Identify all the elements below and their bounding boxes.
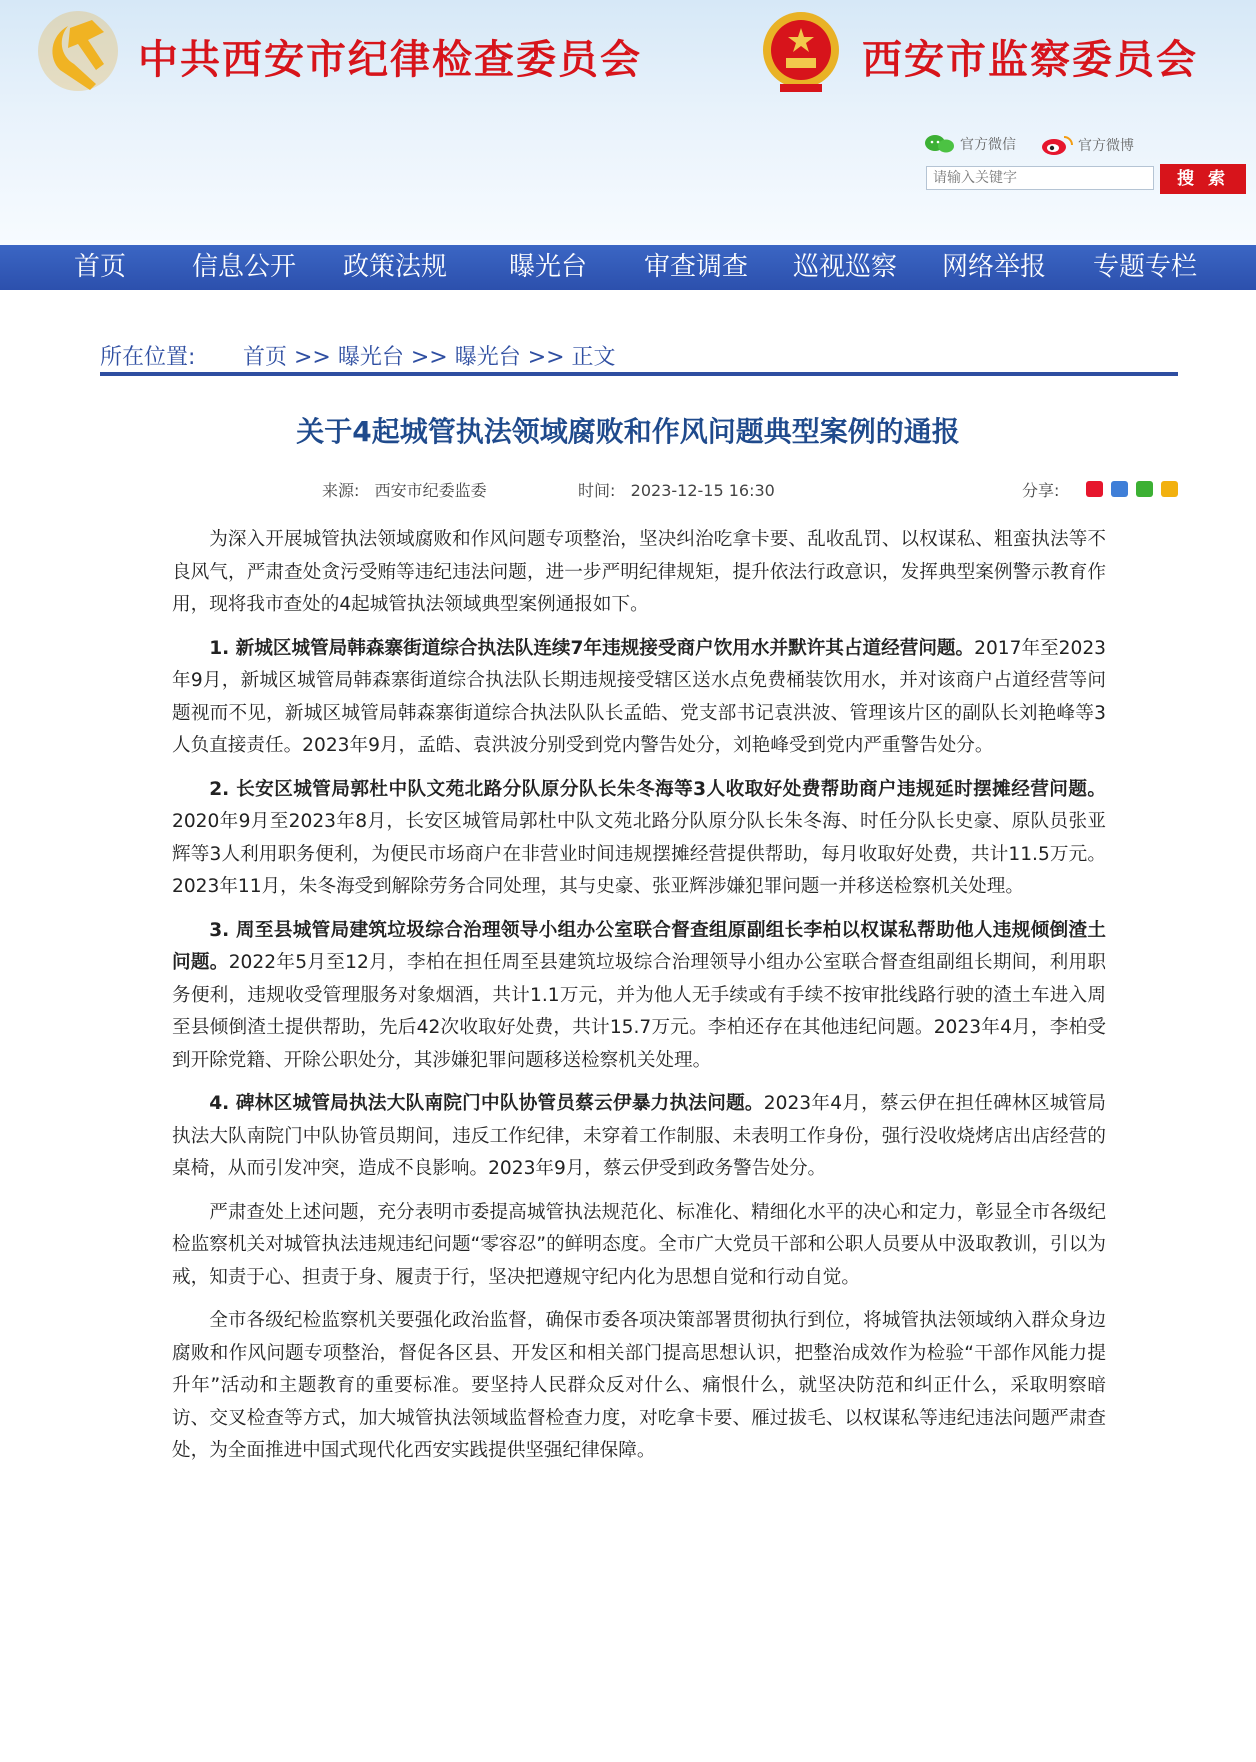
- share-label: 分享:: [1022, 481, 1060, 500]
- site-title-left: 中共西安市纪律检查委员会: [138, 37, 642, 83]
- national-emblem-icon: [758, 8, 844, 98]
- article-body: [172, 524, 1106, 1479]
- wechat-icon: [924, 134, 956, 154]
- site-title-right: 西安市监察委员会: [862, 37, 1198, 83]
- breadcrumb: [100, 340, 1178, 372]
- share-wechat-icon[interactable]: [1136, 481, 1153, 497]
- nav-item-inspection[interactable]: 巡视巡察: [793, 252, 898, 282]
- party-emblem-icon: [30, 8, 126, 94]
- nav-item-exposure[interactable]: 曝光台: [509, 252, 588, 282]
- weibo-label: 官方微博: [1078, 138, 1134, 154]
- breadcrumb-label: 所在位置:: [100, 345, 196, 370]
- case-body: 2017年至2023年9月，新城区城管局韩森寨街道综合执法队长期违规接受辖区送水点免费桶装饮用水，并对该商户占道经营等问题视而不见，新城区城管局韩森寨街道综合执法队队长孟皓、党支部书记袁洪波、管理该片区的副队长刘艳峰等3人负直接责任。2023年9月，孟皓、袁洪波分别受到党内警告处分，刘艳峰受到党内严重警告处分。: [172, 637, 1106, 756]
- case-body: 2020年9月至2023年8月，长安区城管局郭杜中队文苑北路分队原分队长朱冬海、时任分队长史豪、原队员张亚辉等3人利用职务便利，为便民市场商户在非营业时间违规摆摊经营提供帮助，每月收取好处费，共计11.5万元。2023年11月，朱冬海受到解除劳务合同处理，其与史豪、张亚辉涉嫌犯罪问题一并移送检察机关处理。: [172, 811, 1106, 897]
- nav-item-policies[interactable]: 政策法规: [343, 252, 448, 282]
- nav-item-info-disclosure[interactable]: 信息公开: [192, 252, 297, 282]
- conclusion-paragraph: 全市各级纪检监察机关要强化政治监督，确保市委各项决策部署贯彻执行到位，将城管执法领域纳入群众身边腐败和作风问题专项整治，督促各区县、开发区和相关部门提高思想认识，把整治成效作为检验“干部作风能力提升年”活动和主题教育的重要标准。要坚持人民群众反对什么、痛恨什么，就坚决防范和纠正什么，采取明察暗访、交叉检查等方式，加大城管执法领域监督检查力度，对吃拿卡要、雁过拔毛、以权谋私等违纪违法问题严肃查处，为全面推进中国式现代化西安实践提供坚强纪律保障。: [172, 1310, 1106, 1461]
- case-heading: 1. 新城区城管局韩森寨街道综合执法队连续7年违规接受商户饮用水并默许其占道经营问题。: [209, 637, 975, 659]
- case-heading: 2. 长安区城管局郭杜中队文苑北路分队原分队长朱冬海等3人收取好处费帮助商户违规延时摆摊经营问题。: [209, 778, 1106, 800]
- case-paragraph: [172, 774, 1106, 904]
- case-paragraph: [172, 633, 1106, 763]
- case-heading: 4. 碑林区城管局执法大队南院门中队协管员蔡云伊暴力执法问题。: [209, 1093, 764, 1114]
- case-paragraph: [172, 1088, 1106, 1186]
- article-time: [578, 478, 775, 501]
- share-qq-icon[interactable]: [1111, 481, 1128, 497]
- source-value: 西安市纪委监委: [374, 481, 487, 500]
- wechat-link[interactable]: [924, 134, 1016, 154]
- nav-item-investigation[interactable]: 审查调查: [644, 252, 749, 282]
- breadcrumb-path[interactable]: 首页 >> 曝光台 >> 曝光台 >> 正文: [243, 345, 616, 370]
- nav-item-home[interactable]: 首页: [74, 252, 127, 282]
- conclusion-paragraph: 严肃查处上述问题，充分表明市委提高城管执法规范化、标准化、精细化水平的决心和定力，彰显全市各级纪检监察机关对城管执法违规违纪问题“零容忍”的鲜明态度。全市广大党员干部和公职人员要从中汲取教训，引以为戒，知责于心、担责于身、履责于行，坚决把遵规守纪内化为思想自觉和行动自觉。: [172, 1201, 1106, 1288]
- site-header: [0, 0, 1256, 245]
- share-icons: [1086, 481, 1186, 497]
- time-label: 时间:: [578, 481, 616, 500]
- search-input[interactable]: 请输入关键字: [926, 166, 1154, 190]
- search-button[interactable]: 搜 索: [1160, 164, 1246, 194]
- case-body: 2022年5月至12月，李柏在担任周至县建筑垃圾综合治理领导小组办公室联合督查组副组长期间，利用职务便利，违规收受管理服务对象烟酒，共计1.1万元，并为他人无手续或有手续不按审批线路行驶的渣土车进入周至县倾倒渣土提供帮助，先后42次收取好处费，共计15.7万元。李柏还存在其他违纪问题。2023年4月，李柏受到开除党籍、开除公职处分，其涉嫌犯罪问题移送检察机关处理。: [172, 952, 1106, 1071]
- weibo-icon: [1040, 134, 1074, 156]
- case-body: 2023年4月，蔡云伊在担任碑林区城管局执法大队南院门中队协管员期间，违反工作纪律，未穿着工作制服、未表明工作身份，强行没收烧烤店出店经营的桌椅，从而引发冲突，造成不良影响。2023年9月，蔡云伊受到政务警告处分。: [172, 1093, 1106, 1179]
- nav-item-online-report[interactable]: 网络举报: [942, 252, 1047, 282]
- main-nav: [0, 245, 1256, 290]
- article-source: [322, 478, 487, 501]
- article-title: 关于4起城管执法领域腐败和作风问题典型案例的通报: [296, 415, 960, 448]
- breadcrumb-divider: [100, 372, 1178, 376]
- intro-paragraph: 为深入开展城管执法领域腐败和作风问题专项整治，坚决纠治吃拿卡要、乱收乱罚、以权谋私、粗蛮执法等不良风气，严肃查处贪污受贿等违纪违法问题，进一步严明纪律规矩，提升依法行政意识，发挥典型案例警示教育作用，现将我市查处的4起城管执法领域典型案例通报如下。: [172, 529, 1106, 615]
- nav-item-special-topics[interactable]: 专题专栏: [1093, 252, 1198, 282]
- source-label: 来源:: [322, 481, 360, 500]
- weibo-link[interactable]: [1040, 134, 1134, 156]
- share-qzone-icon[interactable]: [1161, 481, 1178, 497]
- time-value: 2023-12-15 16:30: [630, 481, 775, 500]
- case-heading: 3. 周至县城管局建筑垃圾综合治理领导小组办公室联合督查组原副组长李柏以权谋私帮助他人违规倾倒渣土问题。: [172, 919, 1106, 973]
- share-weibo-icon[interactable]: [1086, 481, 1103, 497]
- wechat-label: 官方微信: [960, 137, 1016, 153]
- case-paragraph: [172, 915, 1106, 1078]
